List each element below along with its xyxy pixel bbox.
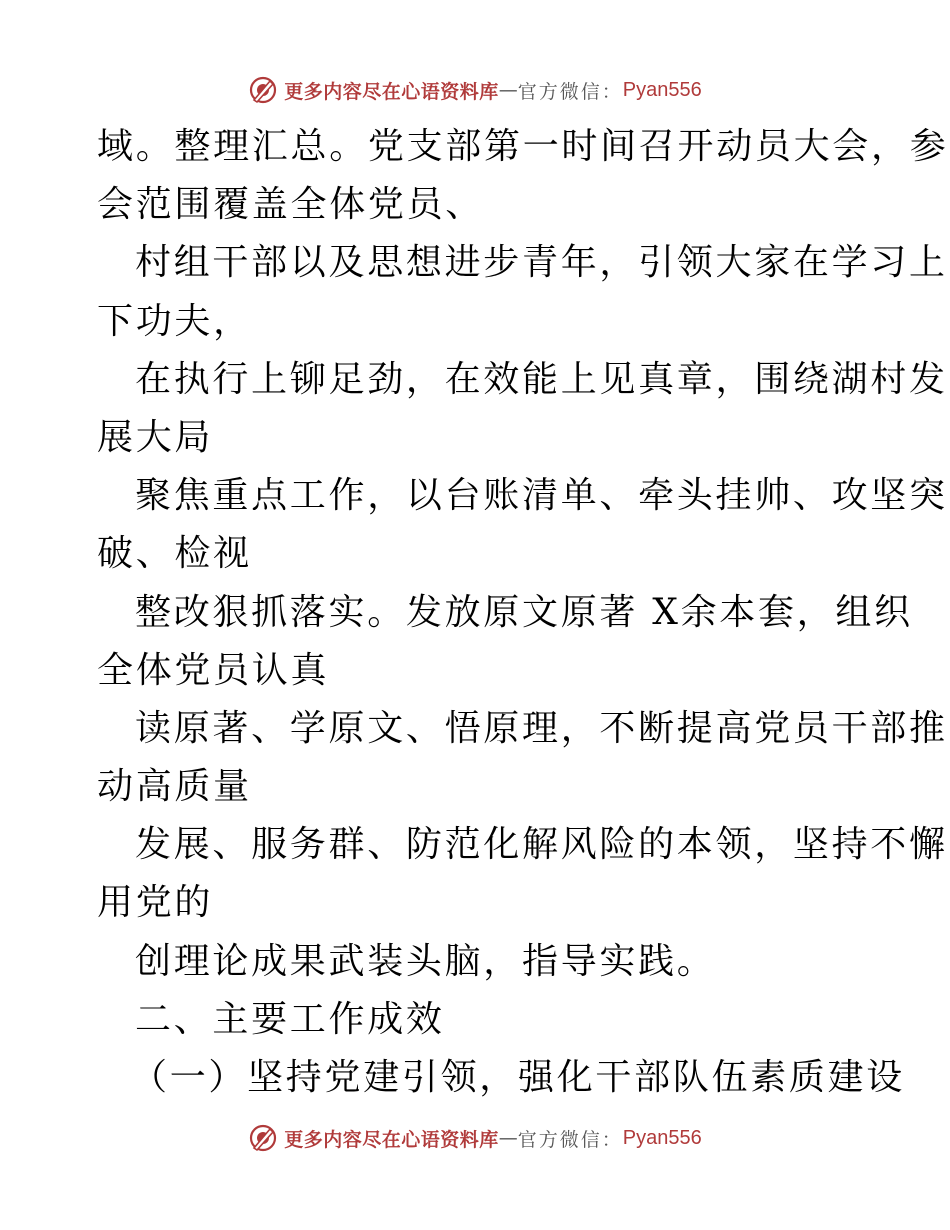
watermark-wechat-id: Pyan556: [622, 78, 702, 101]
watermark-brand-text: 更多内容尽在心语资料库: [284, 1128, 499, 1151]
text-line: 整改狠抓落实。发放原文原著 X余本套，组织: [135, 591, 913, 633]
watermark-brand-text: 更多内容尽在心语资料库: [284, 80, 499, 103]
text-line: 读原著、学原文、悟原理，不断提高党员干部推: [135, 707, 948, 749]
text-line: 破、检视: [97, 533, 252, 575]
text-line: 发展、服务群、防范化解风险的本领，坚持不懈: [135, 824, 948, 866]
text-line: 聚焦重点工作，以台账清单、牵头挂帅、攻坚突: [135, 475, 948, 517]
text-line: 创理论成果武装头脑，指导实践。: [135, 940, 716, 982]
text-line: 域。整理汇总。党支部第一时间召开动员大会，参: [97, 126, 949, 167]
header-watermark: [0, 70, 950, 110]
watermark-official-label: 官方微信：: [517, 80, 623, 103]
footer-watermark: [0, 1118, 950, 1158]
text-line: 在执行上铆足劲，在效能上见真章，围绕湖村发: [135, 358, 948, 400]
subsection-heading: （一）坚持党建引领，强化干部队伍素质建设: [131, 1057, 906, 1098]
pen-logo-icon: [248, 1123, 278, 1153]
text-line: 全体党员认真: [97, 649, 330, 691]
text-line: 展大局: [97, 416, 214, 458]
document-body: [97, 118, 949, 1107]
section-heading: 二、主要工作成效: [135, 998, 445, 1040]
pen-logo-icon: [248, 75, 278, 105]
text-line: 村组干部以及思想进步青年，引领大家在学习上: [135, 242, 948, 284]
watermark-official-label: 官方微信：: [517, 1128, 623, 1151]
watermark-wechat-id: Pyan556: [622, 1126, 702, 1149]
text-line: 用党的: [97, 882, 214, 924]
watermark-separator: —: [498, 1127, 518, 1149]
text-line: 会范围覆盖全体党员、: [97, 184, 485, 226]
watermark-separator: —: [498, 79, 518, 101]
text-line: 下功夫，: [97, 300, 252, 342]
text-line: 动高质量: [97, 766, 252, 808]
